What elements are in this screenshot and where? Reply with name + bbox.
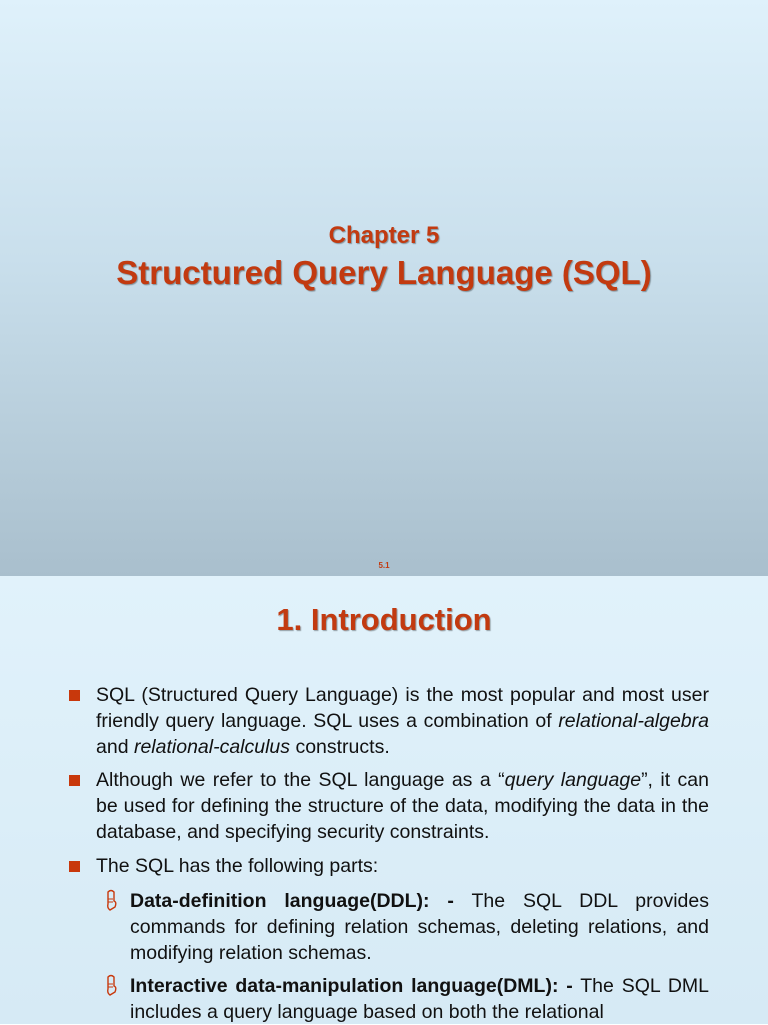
chapter-label: Chapter 5 bbox=[328, 222, 440, 249]
square-bullet-icon bbox=[69, 775, 80, 786]
sub-bullet-item: Interactive data-manipulation language(DML): - The SQL DML includes a query language based on both the relational bbox=[130, 973, 709, 1025]
page-number: 5.1 bbox=[378, 561, 390, 570]
slide-2-title: 1. Introduction bbox=[276, 602, 492, 637]
bullet-item: Although we refer to the SQL language as a “query language”, it can be used for defining the structure of the data, modifying the data in the database, and specifying security constraints. bbox=[96, 767, 709, 845]
bullet-item: The SQL has the following parts: bbox=[96, 853, 709, 879]
pointing-hand-icon bbox=[104, 889, 118, 911]
sub-bullet-item: Data-definition language(DDL): - The SQL DDL provides commands for defining relation schemas, deleting relations, and modifying relation schemas. bbox=[130, 888, 709, 966]
square-bullet-icon bbox=[69, 861, 80, 872]
square-bullet-icon bbox=[69, 690, 80, 701]
slide-2 bbox=[0, 576, 768, 1024]
slide-1-title: Structured Query Language (SQL) bbox=[116, 254, 652, 291]
bullet-item: SQL (Structured Query Language) is the most popular and most user friendly query language. SQL uses a combination of relational-algebra and relational-calculus constructs. bbox=[96, 682, 709, 760]
pointing-hand-icon bbox=[104, 974, 118, 996]
